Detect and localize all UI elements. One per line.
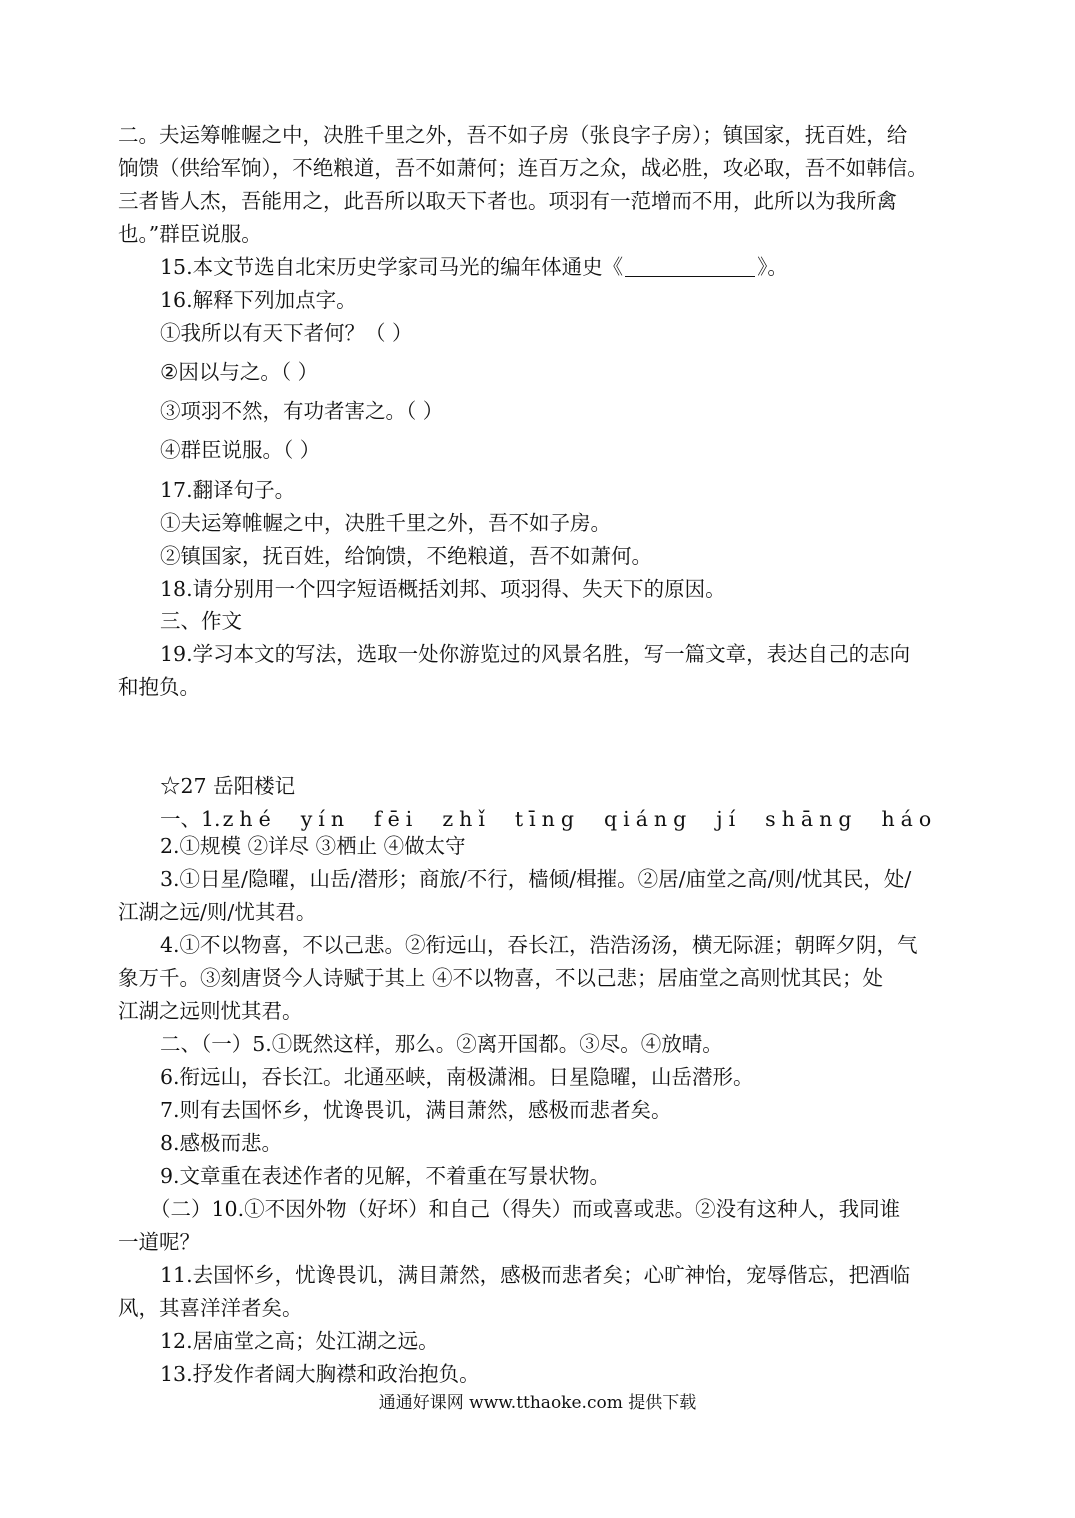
item-text: ①我所以有天下 bbox=[160, 321, 304, 345]
answer-8: 8.感极而悲。 bbox=[160, 1131, 283, 1155]
pinyin-item: qiáng bbox=[604, 807, 693, 831]
answer-4-line-3: 江湖之远则忧其君。 bbox=[118, 999, 303, 1023]
answer-10-line-2: 一道呢？ bbox=[118, 1230, 200, 1254]
pinyin-item: fēi bbox=[374, 807, 419, 831]
dotted-character: 因 bbox=[178, 357, 199, 387]
page-footer: 通通好课网 www.tthaoke.com 提供下载 bbox=[378, 1393, 697, 1413]
question-19-line-2: 和抱负。 bbox=[118, 675, 200, 699]
pinyin-item: háo bbox=[881, 807, 938, 831]
item-text: ② bbox=[160, 360, 179, 384]
pinyin-item: shāng bbox=[765, 807, 858, 831]
answer-4-line-1: 4.①不以物喜，不以己悲。②衔远山，吞长江，浩浩汤汤，横无际涯；朝晖夕阴，气 bbox=[160, 933, 918, 957]
question-17-title: 17.翻译句子。 bbox=[160, 478, 296, 502]
answer-10-line-1: （二）10.①不因外物（好坏）和自己（得失）而或喜或悲。②没有这种人，我同谁 bbox=[150, 1197, 901, 1221]
answer-7: 7.则有去国怀乡，忧谗畏讥，满目萧然，感极而悲者矣。 bbox=[160, 1098, 672, 1122]
answer-13: 13.抒发作者阔大胸襟和政治抱负。 bbox=[160, 1362, 480, 1386]
pinyin-item: jí bbox=[716, 807, 742, 831]
section-3-title: 三、作文 bbox=[160, 609, 242, 633]
question-15-text: 15.本文节选自北宋历史学家司马光的编年体通史《 bbox=[160, 255, 624, 279]
question-16-item-2 bbox=[160, 357, 958, 387]
item-text: ④群臣 bbox=[160, 438, 222, 462]
answer-5: 二、（一）5.①既然这样，那么。②离开国都。③尽。④放晴。 bbox=[160, 1032, 723, 1056]
question-18: 18.请分别用一个四字短语概括刘邦、项羽得、失天下的原因。 bbox=[160, 577, 726, 601]
answer-6: 6.衔远山，吞长江。北通巫峡，南极潇湘。日星隐曜，山岳潜形。 bbox=[160, 1065, 754, 1089]
question-19-line-1: 19.学习本文的写法，选取一处你游览过的风景名胜，写一篇文章，表达自己的志向 bbox=[160, 642, 911, 666]
item-text: 何？（ ） bbox=[324, 321, 413, 345]
answer-2: 2.①规模 ②详尽 ③栖止 ④做太守 bbox=[160, 834, 466, 858]
pinyin-item: yín bbox=[300, 807, 351, 831]
passage-line-2: 饷馈（供给军饷），不绝粮道，吾不如萧何；连百万之众，战必胜，攻必取，吾不如韩信。 bbox=[118, 156, 928, 180]
dotted-character: 者 bbox=[304, 318, 325, 348]
question-16-item-3 bbox=[160, 396, 958, 426]
pinyin-item: tīng bbox=[514, 807, 581, 831]
answer-3-line-1: 3.①日星/隐曜，山岳/潜形；商旅/不行，樯倾/楫摧。②居/庙堂之高/则/忧其民，处/ bbox=[160, 867, 912, 891]
pinyin-answers bbox=[160, 804, 958, 834]
passage-line-4: 也。”群臣说服。 bbox=[118, 222, 262, 246]
answer-4-line-2: 象万千。③刻唐贤今人诗赋于其上 ④不以物喜，不以己悲；居庙堂之高则忧其民；处 bbox=[118, 966, 884, 990]
answer-12: 12.居庙堂之高；处江湖之远。 bbox=[160, 1329, 439, 1353]
question-15 bbox=[160, 252, 958, 282]
passage-line-1: 二。夫运筹帷幄之中，决胜千里之外，吾不如子房（张良字子房）；镇国家，抚百姓，给 bbox=[118, 123, 908, 147]
answer-blank bbox=[625, 256, 755, 277]
question-17-item-2: ②镇国家，抚百姓，给饷馈，不绝粮道，吾不如萧何。 bbox=[160, 544, 652, 568]
answer-3-line-2: 江湖之远/则/忧其君。 bbox=[118, 900, 317, 924]
question-16-item-1 bbox=[160, 318, 958, 348]
item-text: 以与之。（ ） bbox=[198, 360, 319, 384]
pinyin-item: zhé bbox=[222, 807, 277, 831]
dotted-character: 然 bbox=[242, 396, 263, 426]
question-16-title: 16.解释下列加点字。 bbox=[160, 288, 357, 312]
answer-9: 9.文章重在表述作者的见解，不着重在写景状物。 bbox=[160, 1164, 611, 1188]
item-text: ，有功者害之。（ ） bbox=[262, 399, 444, 423]
answer-11-line-1: 11.去国怀乡，忧谗畏讥，满目萧然，感极而悲者矣；心旷神怡，宠辱偕忘，把酒临 bbox=[160, 1263, 911, 1287]
question-15-end: 》。 bbox=[757, 255, 788, 279]
pinyin-prefix: 一、1. bbox=[160, 807, 221, 831]
question-17-item-1: ①夫运筹帷幄之中，决胜千里之外，吾不如子房。 bbox=[160, 511, 611, 535]
pinyin-item: zhǐ bbox=[442, 807, 491, 831]
item-text: 服。（ ） bbox=[242, 438, 321, 462]
passage-line-3: 三者皆人杰，吾能用之，此吾所以取天下者也。项羽有一范增而不用，此所以为我所禽 bbox=[118, 189, 897, 213]
dotted-character: 说 bbox=[222, 435, 243, 465]
question-16-item-4 bbox=[160, 435, 958, 465]
lesson-27-title: ☆27 岳阳楼记 bbox=[160, 774, 296, 798]
answer-11-line-2: 风，其喜洋洋者矣。 bbox=[118, 1296, 303, 1320]
item-text: ③项羽不 bbox=[160, 399, 242, 423]
